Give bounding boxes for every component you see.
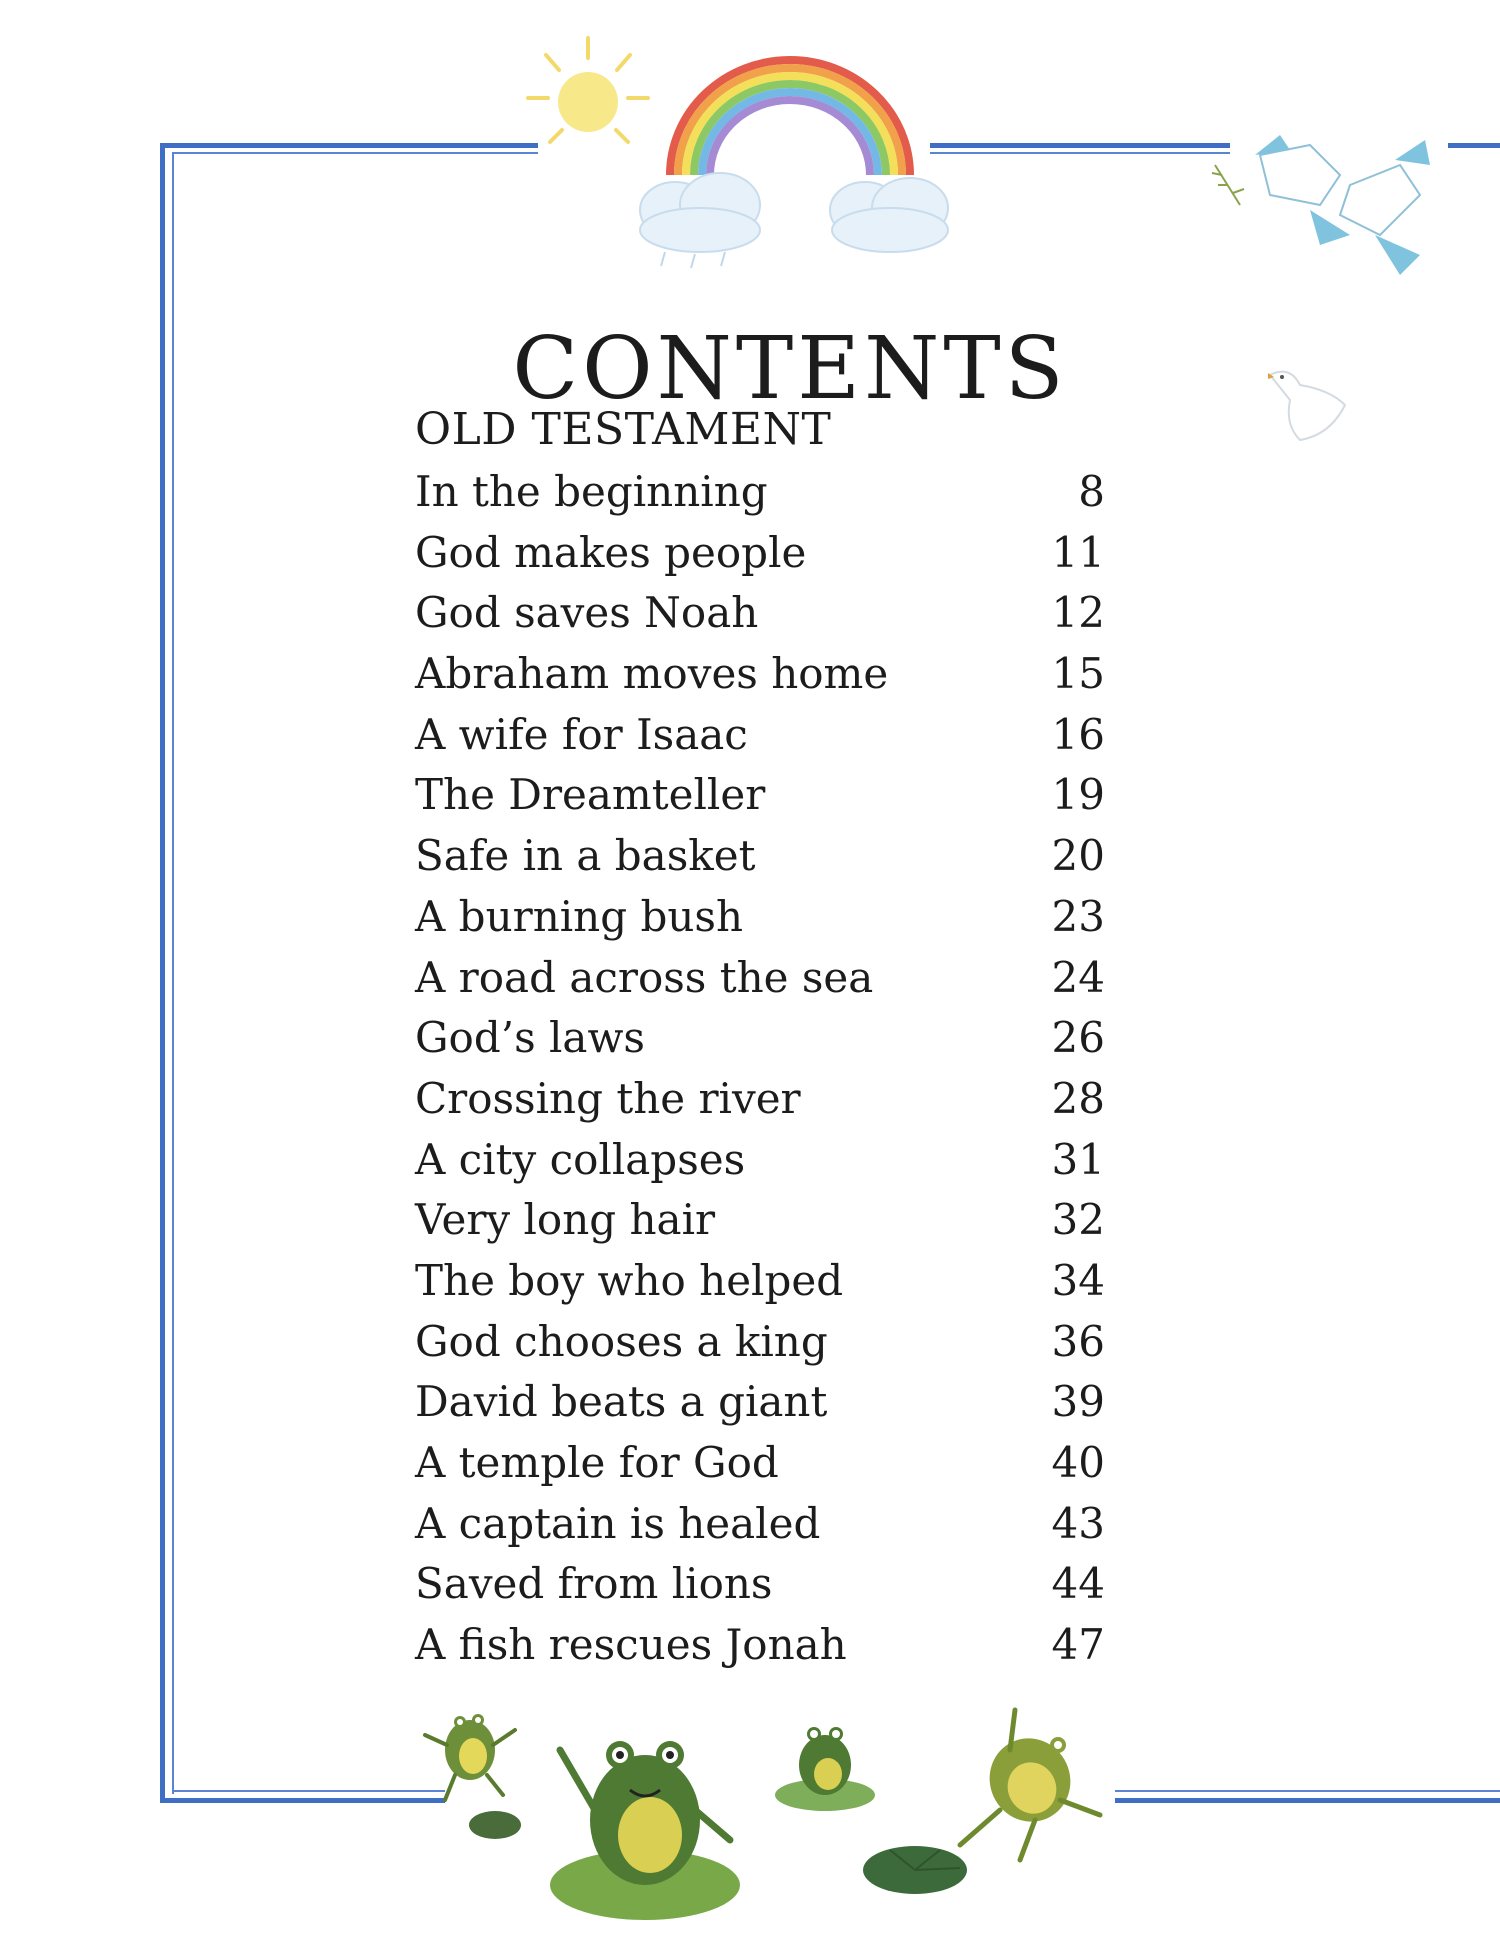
toc-entry[interactable] <box>415 826 1105 887</box>
toc-entry[interactable] <box>415 1312 1105 1373</box>
toc-entry[interactable] <box>415 1372 1105 1433</box>
toc-entry[interactable] <box>415 462 1105 523</box>
frame-top-far-right <box>1448 143 1500 148</box>
toc-entry-title: God makes people <box>415 527 807 577</box>
toc-entry-title: The boy who helped <box>415 1255 844 1305</box>
frame-bottom-right-inner <box>1115 1790 1500 1792</box>
toc-entry[interactable] <box>415 1069 1105 1130</box>
toc-entry-page: 16 <box>1051 709 1105 759</box>
toc-entry[interactable] <box>415 887 1105 948</box>
frog-icon <box>770 1710 880 1820</box>
toc-entry-page: 40 <box>1051 1438 1105 1487</box>
toc-entry[interactable] <box>415 948 1105 1009</box>
frame-top-right-inner <box>930 152 1230 154</box>
frame-bottom-left <box>160 1798 445 1803</box>
frame-top-left-inner <box>172 152 538 154</box>
toc-entry[interactable] <box>415 1130 1105 1191</box>
toc-entry[interactable] <box>415 1433 1105 1494</box>
toc-entry[interactable] <box>415 1615 1105 1676</box>
toc-entry-page: 19 <box>1051 770 1105 820</box>
toc-entry-title: A captain is healed <box>415 1498 821 1548</box>
toc-entry-page: 39 <box>1051 1377 1105 1427</box>
cloud-icon <box>815 160 965 270</box>
toc-entry-page: 12 <box>1051 588 1105 638</box>
toc-entry-page: 20 <box>1051 831 1105 881</box>
toc-entry-title: Abraham moves home <box>415 649 889 699</box>
toc-entry-page: 26 <box>1051 1013 1105 1063</box>
toc-entry[interactable] <box>415 523 1105 584</box>
toc-entry[interactable] <box>415 1008 1105 1069</box>
toc-entry-page: 31 <box>1051 1134 1105 1184</box>
toc-entry-title: In the beginning <box>415 467 768 516</box>
toc-entry[interactable] <box>415 765 1105 826</box>
toc-entry[interactable] <box>415 1190 1105 1251</box>
toc-entry-page: 32 <box>1051 1195 1105 1245</box>
toc-entry-title: A city collapses <box>415 1134 746 1184</box>
toc-entry-page: 23 <box>1051 891 1105 941</box>
page-title: CONTENTS <box>512 318 1068 419</box>
toc-entry-title: A fish rescues Jonah <box>415 1620 847 1670</box>
toc-entry-title: David beats a giant <box>415 1377 828 1427</box>
toc-entry-page: 8 <box>1078 467 1105 516</box>
toc-entry-title: A burning bush <box>415 891 744 941</box>
toc-entry-title: Saved from lions <box>415 1559 773 1609</box>
toc-entry[interactable] <box>415 1554 1105 1615</box>
section-heading: OLD TESTAMENT <box>415 404 832 455</box>
toc-entry-title: Very long hair <box>415 1195 716 1245</box>
toc-entry-page: 28 <box>1051 1073 1105 1123</box>
frog-icon <box>540 1710 750 1930</box>
toc-entry-title: God’s laws <box>415 1013 645 1063</box>
toc-entry-title: A wife for Isaac <box>415 709 748 759</box>
toc-entry-page: 34 <box>1051 1255 1105 1305</box>
toc-entry[interactable] <box>415 705 1105 766</box>
frame-bottom-left-inner <box>172 1790 445 1792</box>
toc-entry-title: The Dreamteller <box>415 770 766 820</box>
toc-entry-page: 44 <box>1051 1559 1105 1609</box>
toc-entry[interactable] <box>415 583 1105 644</box>
toc-entry-page: 36 <box>1051 1316 1105 1366</box>
toc-entry-title: Crossing the river <box>415 1073 801 1123</box>
toc-entry[interactable] <box>415 1494 1105 1555</box>
toc-entry-title: Safe in a basket <box>415 831 756 881</box>
frog-icon <box>940 1700 1110 1870</box>
cloud-icon <box>625 160 785 270</box>
table-of-contents <box>415 462 1105 1676</box>
toc-entry-title: A road across the sea <box>415 952 874 1002</box>
toc-entry-page: 47 <box>1051 1620 1105 1670</box>
toc-entry-title: A temple for God <box>415 1438 779 1487</box>
dove-icon <box>1200 115 1440 295</box>
frog-icon <box>415 1690 525 1810</box>
toc-entry-page: 43 <box>1051 1498 1105 1548</box>
toc-entry-title: God saves Noah <box>415 588 759 638</box>
toc-entry[interactable] <box>415 1251 1105 1312</box>
frame-top-right <box>930 143 1230 148</box>
lily-pad-icon <box>465 1805 525 1845</box>
toc-entry[interactable] <box>415 644 1105 705</box>
sun-icon <box>520 30 660 160</box>
toc-entry-page: 11 <box>1051 527 1105 577</box>
frame-top-left <box>160 143 538 148</box>
toc-entry-title: God chooses a king <box>415 1316 828 1366</box>
toc-entry-page: 24 <box>1051 952 1105 1002</box>
frame-bottom-right <box>1115 1798 1500 1803</box>
toc-entry-page: 15 <box>1051 649 1105 699</box>
